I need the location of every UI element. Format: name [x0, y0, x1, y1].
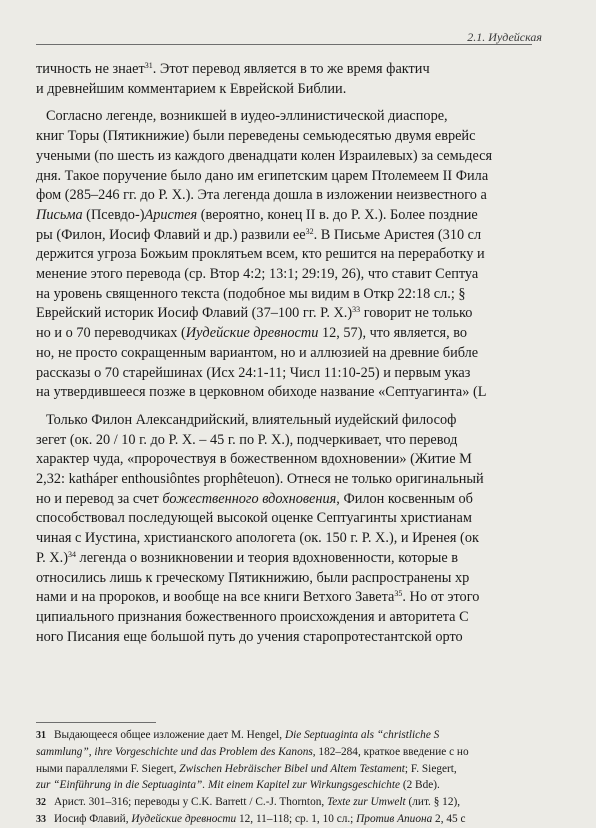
- text-line: [36, 470, 596, 490]
- italic-text: Die Septuaginta als “christliche S: [284, 729, 440, 741]
- text-run: . Этот перевод является в то же время фактич: [152, 61, 430, 77]
- text-line: [36, 285, 596, 305]
- text-run: , Филон косвенным об: [336, 490, 473, 507]
- italic-text: Против Апиона: [356, 813, 433, 826]
- running-header-title: 2.1. Иудейская: [467, 30, 542, 44]
- text-run: ными параллелями F. Siegert,: [36, 762, 180, 775]
- text-line: [36, 147, 596, 167]
- text-run: . В Письме Аристея (310 сл: [313, 226, 482, 243]
- text-line: [36, 206, 596, 226]
- footnote: [36, 794, 596, 811]
- footnote: [36, 811, 596, 828]
- text-line: [36, 450, 596, 470]
- text-run: но и перевод за счет: [36, 490, 163, 507]
- text-run: фом (285–246 гг. до Р. Х.). Эта легенда дошла в изложении неизвестного а: [36, 187, 487, 204]
- italic-text: Письма: [36, 206, 83, 223]
- text-line: [36, 167, 596, 187]
- text-line: [36, 344, 596, 364]
- footnote-number: 33: [36, 814, 46, 826]
- text-line: [36, 226, 596, 246]
- text-run: способствовал последующей высокой оценке Септуагинты христианам: [36, 510, 472, 527]
- text-run: книг Торы (Пятикнижие) были переведены семьюдесятью двумя еврейс: [36, 128, 476, 145]
- text-run: зегет (ок. 20 / 10 г. до Р. Х. – 45 г. по Р. Х.), подчеркивает, что перевод: [36, 431, 458, 448]
- text-line: [36, 431, 596, 451]
- text-run: характер чуда, «пророчествуя в божественном вдохновении» (Житие М: [36, 451, 472, 468]
- text-line: [36, 608, 596, 628]
- text-run: Согласно легенде, возникшей в иудео-эллинистической диаспоре,: [46, 108, 448, 125]
- italic-text: Texte zur Umwelt: [327, 795, 406, 808]
- footnote-line: [36, 761, 596, 777]
- text-line: [36, 569, 596, 589]
- text-run: чиная с Иустина, христианского апологета (ок. 150 г. Р. Х.), и Иренея (ок: [36, 530, 479, 547]
- italic-text: божественного вдохновения: [162, 490, 337, 507]
- text-line: [36, 127, 596, 147]
- text-run: менение этого перевода (ср. Втор 4:2; 13:1; 29:19, 26), что ставит Септуа: [36, 266, 479, 283]
- text-line: [36, 304, 596, 324]
- paragraph: [36, 60, 596, 99]
- text-run: на уровень священного текста (подобное мы видим в Откр 22:18 сл.; §: [36, 285, 466, 302]
- text-run: но, не просто сокращенным вариантом, но и аллюзией на древние библе: [36, 344, 479, 361]
- text-run: ного Писания еще большой путь до учения старопротестантской орто: [36, 628, 463, 645]
- paragraph: [36, 411, 596, 647]
- text-run: дня. Такое поручение было дано им египетским царем Птолемеем II Фила: [36, 167, 489, 184]
- paragraph: [36, 107, 596, 403]
- text-run: (2 Bde).: [400, 779, 440, 792]
- italic-text: Zwischen Hebräischer Bibel und Altem Testament: [179, 762, 405, 775]
- text-line: [36, 245, 596, 265]
- footnote-separator: [36, 722, 156, 723]
- text-run: рассказы о 70 старейшинах (Исх 24:1-11; Числ 11:10-25) и первым указ: [36, 364, 471, 381]
- text-run: . Но от этого: [402, 589, 480, 606]
- text-line: [36, 509, 596, 529]
- text-run: нами и на пророков, и вообще на все книги Ветхого Завета: [36, 589, 395, 606]
- footnote-number: 32: [36, 796, 46, 808]
- footnote-number: 31: [36, 730, 46, 741]
- text-line: [36, 265, 596, 285]
- italic-text: zur “Einführung in die Septuaginta”. Mit einem Kapitel zur Wirkungsgeschichte: [36, 779, 400, 792]
- footnote-line: [36, 777, 596, 793]
- running-header: [0, 0, 542, 46]
- header-rule: [36, 44, 532, 45]
- text-run: говорит не только: [360, 305, 473, 322]
- text-run: Иосиф Флавий,: [54, 813, 132, 826]
- text-run: ; F. Siegert,: [404, 762, 457, 775]
- text-run: Выдающееся общее изложение дает M. Hengel,: [54, 729, 285, 741]
- text-line: [36, 324, 596, 344]
- text-line: [36, 588, 596, 608]
- text-run: Арист. 301–316; переводы у C.K. Barrett / C.-J. Thornton,: [54, 795, 328, 808]
- text-line: [36, 186, 596, 206]
- text-run: Р. Х.): [36, 549, 68, 566]
- italic-text: sammlung”, ihre Vorgeschichte und das Problem des Kanons: [36, 746, 313, 759]
- text-run: , 182–284, краткое введение с но: [312, 746, 469, 759]
- text-run: и древнейшим комментарием к Еврейской Библии.: [36, 80, 347, 97]
- footnote-ref: 35: [394, 589, 403, 599]
- footnote-ref: 32: [305, 226, 314, 236]
- footnote-ref: 33: [352, 305, 361, 315]
- paragraph-gap: [36, 403, 596, 411]
- text-run: учеными (по шесть из каждого двенадцати колен Израилевых) за семьдеся: [36, 147, 493, 164]
- main-text: [36, 60, 596, 647]
- italic-text: Иудейские древности: [185, 325, 319, 342]
- text-line: [36, 107, 596, 127]
- text-line: [36, 529, 596, 549]
- text-run: (Псевдо-): [82, 206, 145, 223]
- text-run: 2, 45 с: [432, 813, 466, 826]
- text-run: (вероятно, конец II в. до Р. Х.). Более поздние: [197, 206, 478, 223]
- text-run: 2,32: katháper enthousiôntes prophêteuon). Отнеся не только оригинальный: [36, 471, 484, 488]
- text-line: [36, 80, 596, 100]
- text-run: Еврейский историк Иосиф Флавий (37–100 гг. Р. Х.): [36, 305, 353, 322]
- footnote-line: [36, 794, 596, 811]
- footnote-ref: 34: [67, 549, 76, 559]
- text-line: [36, 60, 596, 80]
- text-line: [36, 628, 596, 648]
- text-run: но и о 70 переводчиках (: [36, 325, 186, 342]
- text-line: [36, 411, 596, 431]
- text-run: держится угроза Божьим проклятьем всем, кто решится на переработку и: [36, 246, 485, 263]
- text-line: [36, 549, 596, 569]
- footnote-line: [36, 727, 596, 744]
- text-run: на утвердившееся позже в церковном обиходе название «Септуагинта» (L: [36, 384, 487, 401]
- text-run: 12, 57), что является, во: [318, 325, 468, 342]
- footnotes: [36, 727, 596, 828]
- text-run: тичность не знает: [36, 61, 145, 77]
- text-line: [36, 490, 596, 510]
- text-run: Только Филон Александрийский, влиятельный иудейский философ: [46, 411, 457, 428]
- footnote: [36, 727, 596, 794]
- italic-text: Аристея: [144, 206, 198, 223]
- text-run: ры (Филон, Иосиф Флавий и др.) развили ее: [36, 226, 306, 243]
- footnote-line: [36, 811, 596, 828]
- text-line: [36, 364, 596, 384]
- text-line: [36, 383, 596, 403]
- text-run: легенда о возникновении и теория вдохновенности, которые в: [75, 549, 459, 566]
- text-run: относились лишь к греческому Пятикнижию, были распространены хр: [36, 569, 470, 586]
- text-run: 12, 11–118; ср. 1, 10 сл.;: [236, 813, 357, 826]
- text-run: (лит. § 12),: [405, 795, 461, 808]
- paragraph-gap: [36, 99, 596, 107]
- footnote-line: [36, 744, 596, 760]
- text-run: ципиального признания божественного происхождения и авторитета С: [36, 608, 469, 625]
- italic-text: Иудейские древности: [131, 813, 237, 826]
- footnote-ref: 31: [144, 61, 153, 70]
